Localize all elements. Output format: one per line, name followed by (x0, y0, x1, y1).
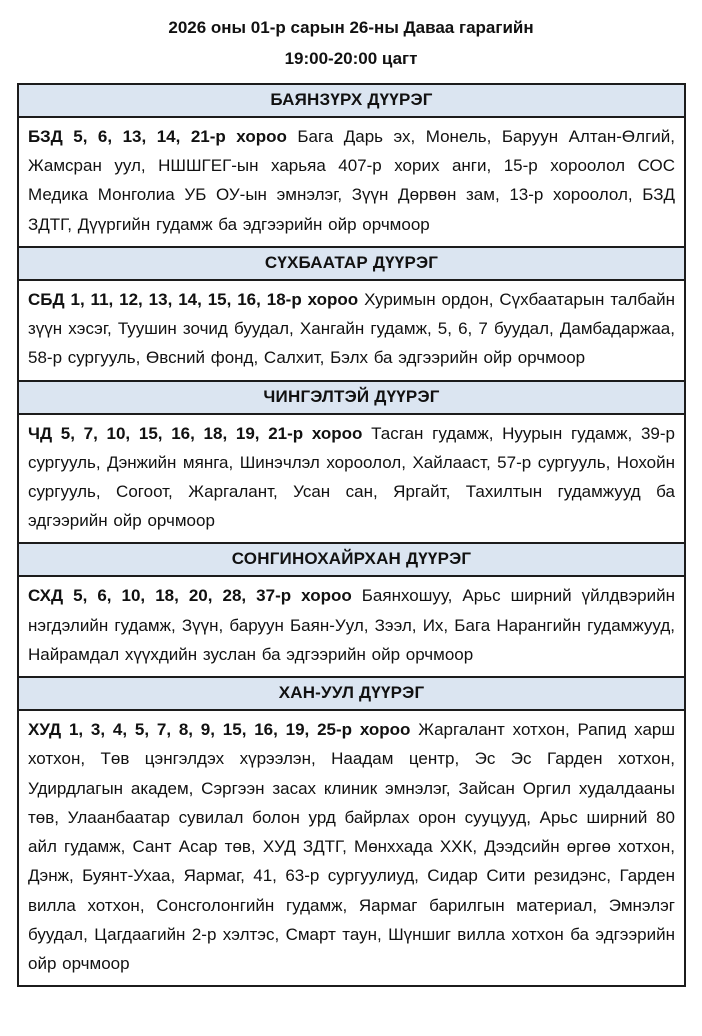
khoroo-list: ХУД 1, 3, 4, 5, 7, 8, 9, 15, 16, 19, 25-р хороо (28, 720, 411, 740)
district-section (19, 246, 684, 380)
district-section (19, 380, 684, 543)
district-header (19, 248, 684, 281)
khoroo-list: БЗД 5, 6, 13, 14, 21-р хороо (28, 126, 287, 146)
district-section (19, 676, 684, 985)
district-name: ЧИНГЭЛТЭЙ ДҮҮРЭГ (263, 386, 440, 406)
area-list: Жаргалант хотхон, Рапид харш хотхон, Төв цэнгэлдэх хүрээлэн, Наадам центр, Эс Эс Гарден хотхон, Удирдлагын академ, Сэргээн засах клиник эмнэлэг, Зайсан Оргил худалдааны төв, Улаанбаатар сувилал болон урд байрлах орон сууцууд, Арьс ширний 80 айл гудамж, Сант Асар төв, ХУД ЗДТГ, Мөнххада ХХК, Дээдсийн өргөө хотхон, Дэнж, Буянт-Ухаа, Яармаг, 41, 63-р сургуулиуд, Сидар Сити резидэнс, Гарден вилла хотхон, Сонсголонгийн гудамж, Яармаг барилгын материал, Эмнэлэг буудал, Цагдаагийн 2-р хэлтэс, Смарт таун, Шүншиг вилла хотхон ба эдгээрийн ойр орчмоор (28, 720, 675, 974)
district-body (19, 281, 684, 380)
title-time-line: 19:00-20:00 цагт (284, 49, 418, 69)
document-page (0, 12, 702, 987)
districts-table (17, 83, 686, 987)
district-section (19, 542, 684, 676)
district-body (19, 415, 684, 543)
district-header (19, 85, 684, 118)
district-header (19, 678, 684, 711)
khoroo-list: СХД 5, 6, 10, 18, 20, 28, 37-р хороо (28, 586, 352, 606)
title-date-line: 2026 оны 01-р сарын 26-ны Даваа гарагийн (168, 18, 534, 37)
district-section (19, 85, 684, 246)
area-list: Хуримын ордон, Сүхбаатарын талбайн зүүн хэсэг, Туушин зочид буудал, Хангайн гудамж, 5, 6, 7 буудал, Дамбадаржаа, 58-р сургууль, Өвсний фонд, Салхит, Бэлх ба эдгээрийн ойр орчмоор (28, 289, 675, 368)
district-name: БАЯНЗҮРХ ДҮҮРЭГ (270, 89, 433, 109)
district-name: СҮХБААТАР ДҮҮРЭГ (264, 252, 439, 272)
khoroo-list: СБД 1, 11, 12, 13, 14, 15, 16, 18-р хороо (28, 289, 359, 309)
district-name: ХАН-УУЛ ДҮҮРЭГ (278, 683, 425, 703)
district-body (19, 118, 684, 246)
district-body (19, 711, 684, 985)
khoroo-list: ЧД 5, 7, 10, 15, 16, 18, 19, 21-р хороо (28, 423, 363, 443)
document-title (0, 12, 702, 75)
area-list: Тасган гудамж, Нуурын гудамж, 39-р сургууль, Дэнжийн мянга, Шинэчлэл хороолол, Хайлааст, 57-р сургууль, Нохойн сургууль, Согоот, Жаргалант, Усан сан, Яргайт, Тахилтын гудамжууд ба эдгээрийн ойр орчмоор (28, 423, 675, 531)
area-list: Баянхошуу, Арьс ширний үйлдвэрийн нэгдэлийн гудамж, Зүүн, баруун Баян-Уул, Зээл, Их, Бага Нарангийн гудамжууд, Найрамдал хүүхдийн зуслан ба эдгээрийн ойр орчмоор (28, 586, 675, 664)
area-list: Бага Дарь эх, Монель, Баруун Алтан-Өлгий, Жамсран уул, НШШГЕГ-ын харьяа 407-р хорих анги, 15-р хороолол СОС Медика Монголиа УБ ОУ-ын эмнэлэг, Зүүн Дөрвөн зам, 13-р хороолол, БЗД ЗДТГ, Дүүргийн гудамж ба эдгээрийн ойр орчмоор (28, 126, 675, 234)
district-header (19, 382, 684, 415)
district-header (19, 544, 684, 577)
district-name: СОНГИНОХАЙРХАН ДҮҮРЭГ (231, 549, 472, 569)
district-body (19, 577, 684, 676)
